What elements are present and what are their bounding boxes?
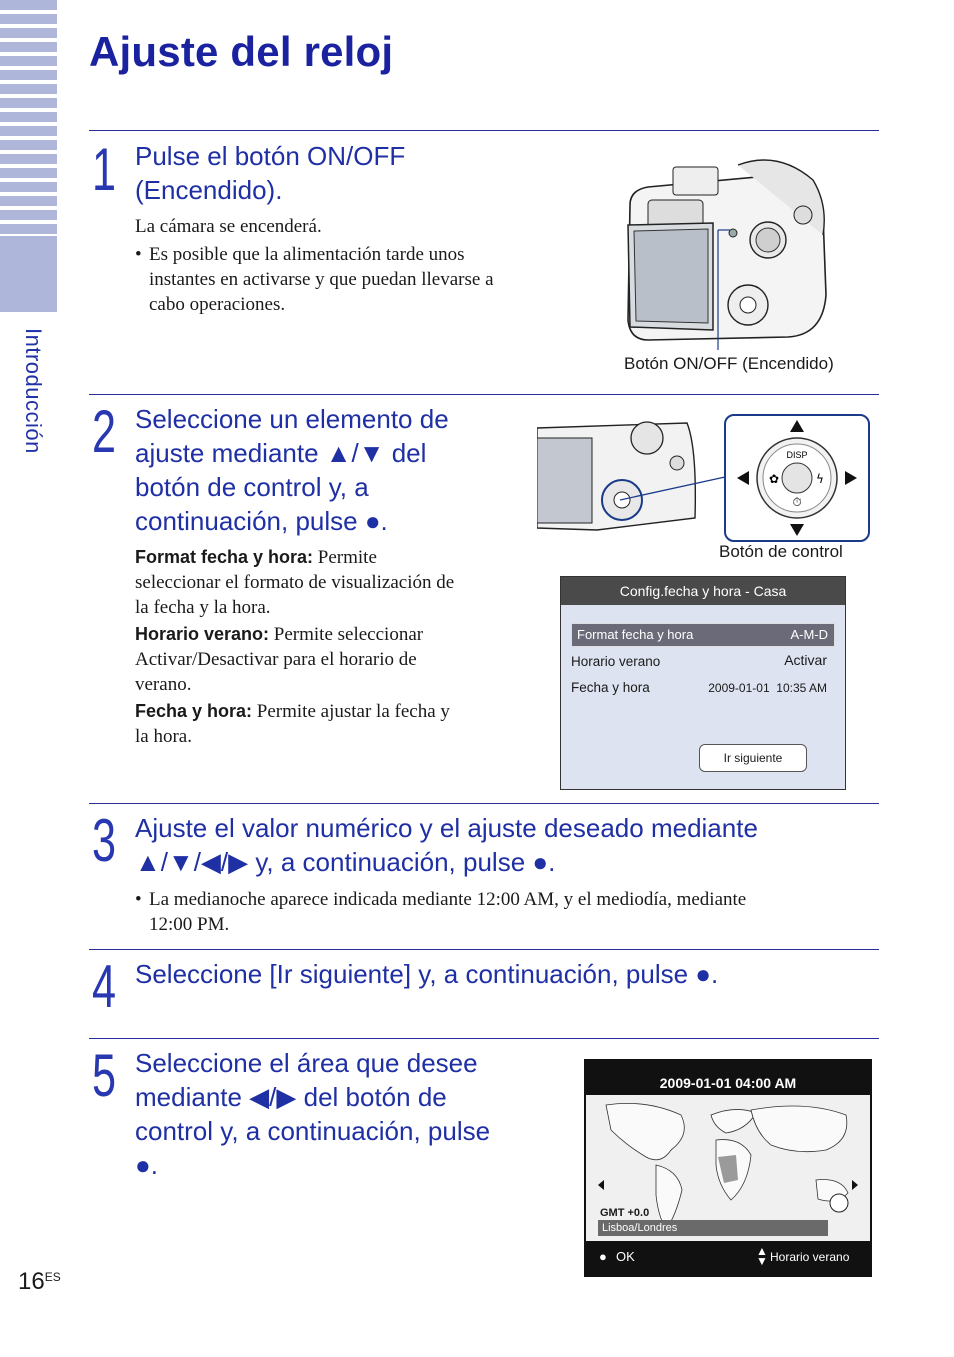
description-line (135, 622, 515, 647)
heading-line: ▲/▼/◀/▶ y, a continuación, pulse ●. (135, 847, 556, 877)
svg-text:⏱: ⏱ (792, 495, 802, 509)
step-number: 3 (92, 807, 117, 874)
bullet-item (135, 887, 875, 937)
heading-line: ajuste mediante ▲/▼ del (135, 438, 427, 468)
heading-line: ●. (135, 1150, 158, 1180)
bullet-line: instantes en activarse y que puedan llevarse a (149, 269, 494, 290)
step-number: 1 (92, 136, 117, 203)
step-heading (135, 402, 449, 538)
camera-back-illustration (618, 145, 833, 350)
world-map-screen (584, 1059, 872, 1277)
menu-row-selected[interactable] (571, 623, 835, 647)
page-number-suffix: ES (44, 1270, 61, 1284)
svg-text:✿: ✿ (768, 472, 780, 486)
bullet-line: 12:00 PM. (149, 914, 230, 935)
step-text: La cámara se encenderá. (135, 216, 322, 237)
definition: Permite seleccionar (269, 624, 424, 645)
term: Horario verano: (135, 624, 270, 644)
ok-bullet-icon: ● (599, 1249, 607, 1264)
menu-row[interactable] (571, 677, 833, 699)
row-value: 2009-01-01 10:35 AM (708, 681, 827, 695)
screen-title: Config.fecha y hora - Casa (561, 577, 845, 605)
definition: Permite (313, 547, 377, 568)
section-label: Introducción (21, 328, 46, 454)
step-number: 2 (92, 398, 117, 465)
gmt-offset: GMT +0.0 (600, 1207, 650, 1219)
step-heading (135, 1046, 490, 1182)
step-heading: Seleccione [Ir siguiente] y, a continuación, pulse ●. (135, 959, 719, 989)
page-number-value: 16 (18, 1268, 45, 1295)
up-down-icon: ▲ ▼ (756, 1244, 768, 1268)
bullet-line: La medianoche aparece indicada mediante 12:00 AM, y el mediodía, mediante (149, 889, 747, 910)
row-label: Fecha y hora (571, 680, 650, 695)
row-label: Format fecha y hora (577, 627, 694, 642)
map-datetime: 2009-01-01 04:00 AM (586, 1061, 870, 1095)
heading-line: Seleccione un elemento de (135, 404, 449, 434)
image-caption: Botón ON/OFF (Encendido) (624, 354, 834, 373)
bullet-icon: • (135, 889, 142, 910)
step-heading (135, 811, 758, 879)
page-title: Ajuste del reloj (89, 28, 394, 75)
bullet-line: cabo operaciones. (149, 294, 286, 315)
control-wheel-icon (726, 416, 868, 540)
svg-text:ϟ: ϟ (816, 472, 824, 486)
step-number: 5 (92, 1042, 117, 1109)
description-line (135, 699, 515, 724)
ok-label[interactable]: OK (616, 1249, 635, 1264)
date-settings-screen (560, 576, 846, 790)
step-number: 4 (92, 953, 117, 1020)
dst-label[interactable]: Horario verano (770, 1250, 850, 1264)
heading-line: mediante ◀/▶ del botón de (135, 1082, 447, 1112)
step-heading (135, 139, 405, 207)
city-field[interactable]: Lisboa/Londres (598, 1220, 828, 1236)
row-label: Horario verano (571, 654, 661, 669)
description-line: verano. (135, 674, 192, 695)
disp-label: DISP (786, 450, 808, 460)
heading-line: (Encendido). (135, 175, 283, 205)
page-number (18, 1268, 61, 1296)
image-caption: Botón de control (719, 542, 843, 561)
menu-row[interactable] (571, 651, 833, 673)
next-button[interactable]: Ir siguiente (699, 744, 807, 772)
description-line: la hora. (135, 726, 192, 747)
divider (89, 1038, 879, 1039)
divider (89, 130, 879, 131)
description-line (135, 545, 515, 570)
divider (89, 949, 879, 950)
heading-line: continuación, pulse ●. (135, 506, 388, 536)
heading-line: Pulse el botón ON/OFF (135, 141, 406, 171)
divider (89, 803, 879, 804)
term: Fecha y hora: (135, 701, 253, 721)
side-stripes (0, 0, 57, 236)
section-tab (0, 236, 57, 312)
definition: Permite ajustar la fecha y (252, 701, 450, 722)
map-footer (586, 1241, 870, 1275)
bullet-icon: • (135, 244, 142, 265)
description-line: la fecha y la hora. (135, 597, 271, 618)
description-line: seleccionar el formato de visualización de (135, 572, 455, 593)
description-line: Activar/Desactivar para el horario de (135, 649, 417, 670)
row-value: Activar (784, 652, 827, 668)
heading-line: control y, a continuación, pulse (135, 1116, 491, 1146)
term: Format fecha y hora: (135, 547, 314, 567)
divider (89, 394, 879, 395)
control-button-diagram (724, 414, 870, 542)
row-value: A-M-D (790, 627, 828, 642)
heading-line: Seleccione el área que desee (135, 1048, 478, 1078)
heading-line: botón de control y, a (135, 472, 369, 502)
settings-description (135, 545, 515, 749)
callout-line (620, 475, 730, 505)
heading-line: Ajuste el valor numérico y el ajuste deseado mediante (135, 813, 758, 843)
bullet-line: Es posible que la alimentación tarde unos (149, 244, 465, 265)
bullet-item (135, 242, 494, 317)
